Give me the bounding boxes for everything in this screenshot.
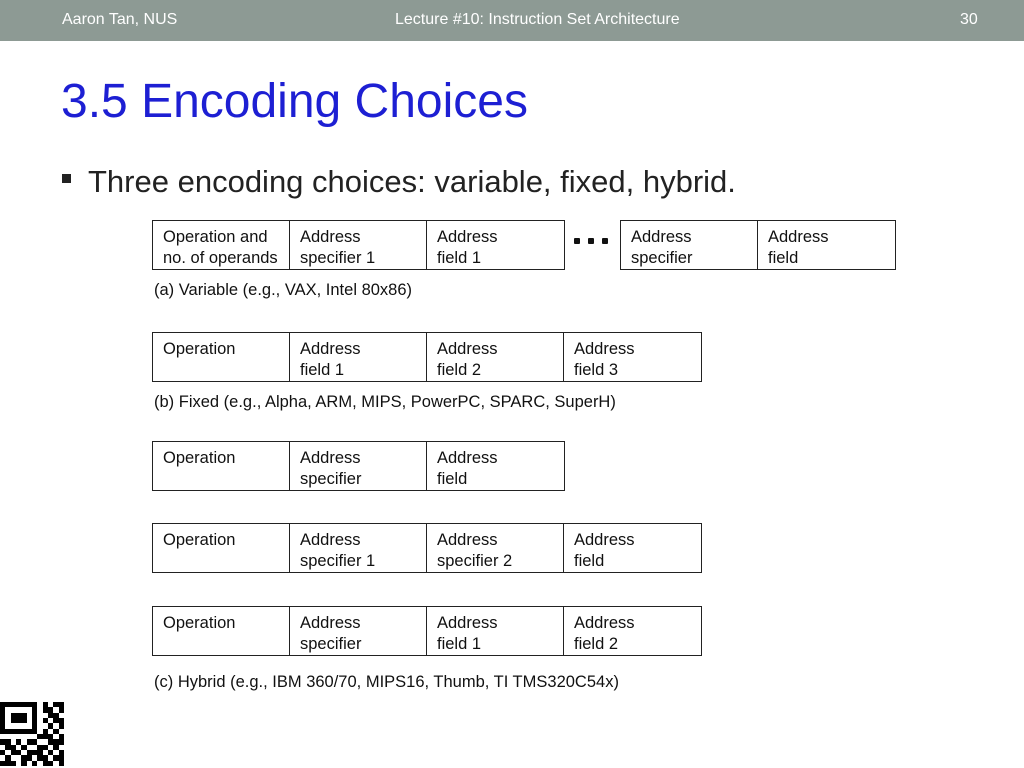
variable-format-right — [620, 220, 896, 270]
format-cell: Address field 2 — [427, 333, 564, 381]
hybrid-format-3 — [152, 606, 702, 656]
format-cell: Address specifier — [290, 607, 427, 655]
caption-fixed: (b) Fixed (e.g., Alpha, ARM, MIPS, PowerPC, SPARC, SuperH) — [154, 393, 616, 411]
qr-code-icon — [0, 702, 64, 766]
format-cell: Address field 1 — [427, 607, 564, 655]
format-cell: Address field — [574, 531, 635, 570]
header-bar — [0, 0, 1024, 41]
fixed-format — [152, 332, 702, 382]
hybrid-format-2 — [152, 523, 702, 573]
bullet-item — [62, 164, 736, 200]
caption-hybrid: (c) Hybrid (e.g., IBM 360/70, MIPS16, Thumb, TI TMS320C54x) — [154, 673, 619, 691]
variable-format-left — [152, 220, 565, 270]
format-cell: Address field — [437, 449, 498, 488]
format-cell: Operation and no. of operands — [153, 221, 290, 269]
hybrid-format-1 — [152, 441, 565, 491]
format-cell: Operation — [153, 607, 290, 655]
format-cell: Address field 1 — [290, 333, 427, 381]
format-cell: Operation — [153, 442, 290, 490]
format-cell: Address field 3 — [574, 340, 635, 379]
format-cell: Operation — [153, 524, 290, 572]
format-cell: Address specifier — [290, 442, 427, 490]
header-lecture-title: Lecture #10: Instruction Set Architecture — [395, 11, 680, 28]
format-cell: Address field — [768, 228, 829, 267]
bullet-text: Three encoding choices: variable, fixed, hybrid. — [88, 164, 736, 199]
page-number: 30 — [960, 11, 978, 28]
caption-variable: (a) Variable (e.g., VAX, Intel 80x86) — [154, 281, 413, 299]
format-cell: Address specifier 1 — [290, 524, 427, 572]
header-author: Aaron Tan, NUS — [62, 11, 178, 28]
format-cell: Address field 1 — [437, 228, 498, 267]
format-cell: Address field 2 — [574, 614, 635, 653]
format-cell: Address specifier — [621, 221, 758, 269]
slide-title: 3.5 Encoding Choices — [61, 75, 528, 128]
format-cell: Address specifier 1 — [290, 221, 427, 269]
format-cell: Operation — [153, 333, 290, 381]
format-cell: Address specifier 2 — [427, 524, 564, 572]
square-bullet-icon — [62, 174, 71, 183]
